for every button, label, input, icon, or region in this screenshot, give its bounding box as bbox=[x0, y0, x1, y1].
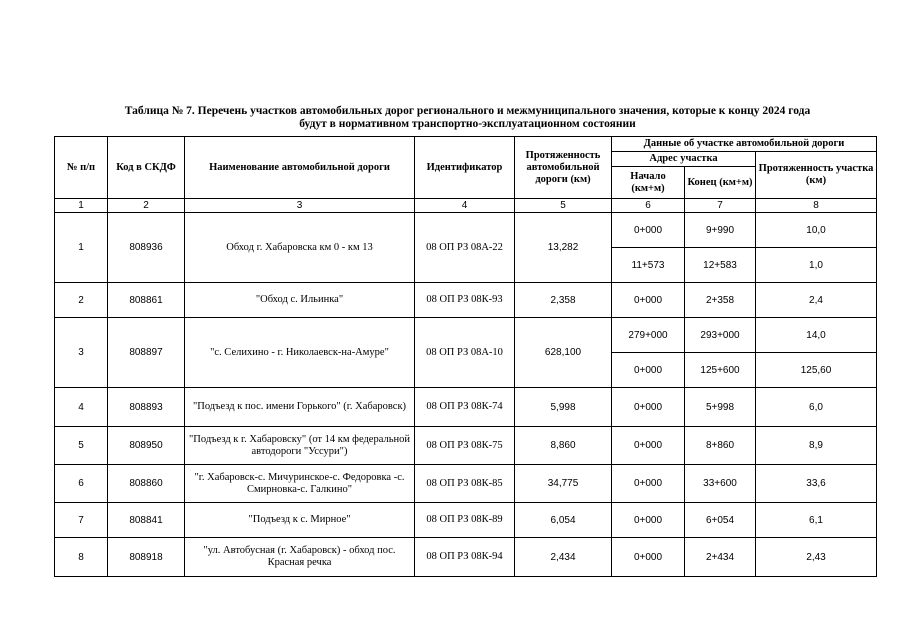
cell-road-length: 628,100 bbox=[515, 318, 612, 388]
column-number: 6 bbox=[612, 199, 685, 213]
cell-num: 6 bbox=[55, 465, 108, 503]
cell-code: 808950 bbox=[108, 427, 185, 465]
cell-road-length: 5,998 bbox=[515, 388, 612, 427]
cell-section-length: 125,60 bbox=[756, 353, 877, 388]
cell-section-length: 6,0 bbox=[756, 388, 877, 427]
column-number: 1 bbox=[55, 199, 108, 213]
cell-section-length: 14,0 bbox=[756, 318, 877, 353]
cell-road-name: "Подъезд к с. Мирное" bbox=[185, 503, 415, 538]
cell-identifier: 08 ОП РЗ 08А-10 bbox=[415, 318, 515, 388]
cell-identifier: 08 ОП РЗ 08А-22 bbox=[415, 213, 515, 283]
cell-road-name: "Подъезд к г. Хабаровску" (от 14 км федеральной автодороги "Уссури") bbox=[185, 427, 415, 465]
cell-section-length: 2,43 bbox=[756, 538, 877, 577]
cell-road-length: 6,054 bbox=[515, 503, 612, 538]
cell-section-length: 33,6 bbox=[756, 465, 877, 503]
header-end: Конец (км+м) bbox=[685, 167, 756, 199]
cell-num: 8 bbox=[55, 538, 108, 577]
cell-num: 3 bbox=[55, 318, 108, 388]
cell-identifier: 08 ОП РЗ 08К-74 bbox=[415, 388, 515, 427]
cell-identifier: 08 ОП РЗ 08К-75 bbox=[415, 427, 515, 465]
cell-end: 125+600 bbox=[685, 353, 756, 388]
cell-end: 33+600 bbox=[685, 465, 756, 503]
cell-start: 279+000 bbox=[612, 318, 685, 353]
cell-road-length: 13,282 bbox=[515, 213, 612, 283]
cell-section-length: 10,0 bbox=[756, 213, 877, 248]
cell-start: 11+573 bbox=[612, 248, 685, 283]
column-number-row bbox=[55, 199, 877, 213]
cell-start: 0+000 bbox=[612, 388, 685, 427]
table-title bbox=[0, 105, 905, 130]
cell-code: 808936 bbox=[108, 213, 185, 283]
cell-end: 2+358 bbox=[685, 283, 756, 318]
cell-start: 0+000 bbox=[612, 283, 685, 318]
cell-num: 2 bbox=[55, 283, 108, 318]
cell-road-name: "г. Хабаровск-с. Мичуринское-с. Федоровка -с. Смирновка-с. Галкино" bbox=[185, 465, 415, 503]
cell-start: 0+000 bbox=[612, 503, 685, 538]
cell-road-length: 2,434 bbox=[515, 538, 612, 577]
cell-num: 7 bbox=[55, 503, 108, 538]
header-address: Адрес участка bbox=[612, 152, 756, 167]
table-header bbox=[55, 137, 877, 213]
cell-end: 293+000 bbox=[685, 318, 756, 353]
cell-code: 808841 bbox=[108, 503, 185, 538]
header-road-length: Протяженность автомобильной дороги (км) bbox=[515, 137, 612, 199]
header-identifier: Идентификатор bbox=[415, 137, 515, 199]
header-start: Начало (км+м) bbox=[612, 167, 685, 199]
cell-section-length: 2,4 bbox=[756, 283, 877, 318]
cell-road-length: 34,775 bbox=[515, 465, 612, 503]
cell-start: 0+000 bbox=[612, 353, 685, 388]
cell-identifier: 08 ОП РЗ 08К-89 bbox=[415, 503, 515, 538]
cell-num: 5 bbox=[55, 427, 108, 465]
cell-code: 808918 bbox=[108, 538, 185, 577]
cell-start: 0+000 bbox=[612, 465, 685, 503]
table-row bbox=[55, 465, 877, 503]
cell-road-length: 8,860 bbox=[515, 427, 612, 465]
cell-end: 9+990 bbox=[685, 213, 756, 248]
table-body bbox=[55, 213, 877, 577]
cell-identifier: 08 ОП РЗ 08К-94 bbox=[415, 538, 515, 577]
cell-identifier: 08 ОП РЗ 08К-93 bbox=[415, 283, 515, 318]
column-number: 7 bbox=[685, 199, 756, 213]
header-section-data: Данные об участке автомобильной дороги bbox=[612, 137, 877, 152]
table-row bbox=[55, 503, 877, 538]
cell-road-name: "с. Селихино - г. Николаевск-на-Амуре" bbox=[185, 318, 415, 388]
table-row bbox=[55, 538, 877, 577]
cell-num: 4 bbox=[55, 388, 108, 427]
table-row bbox=[55, 427, 877, 465]
table-row bbox=[55, 318, 877, 353]
column-number: 2 bbox=[108, 199, 185, 213]
cell-start: 0+000 bbox=[612, 213, 685, 248]
table-title-line-2: будут в нормативном транспортно-эксплуатационном состоянии bbox=[299, 117, 636, 130]
header-name: Наименование автомобильной дороги bbox=[185, 137, 415, 199]
cell-code: 808860 bbox=[108, 465, 185, 503]
table-title-line-1: Таблица № 7. Перечень участков автомобильных дорог регионального и межмуниципального значения, которые к концу 2024 года bbox=[124, 105, 811, 117]
column-number: 5 bbox=[515, 199, 612, 213]
cell-road-name: "ул. Автобусная (г. Хабаровск) - обход пос. Красная речка bbox=[185, 538, 415, 577]
column-number: 4 bbox=[415, 199, 515, 213]
cell-start: 0+000 bbox=[612, 427, 685, 465]
cell-road-name: Обход г. Хабаровска км 0 - км 13 bbox=[185, 213, 415, 283]
cell-num: 1 bbox=[55, 213, 108, 283]
cell-start: 0+000 bbox=[612, 538, 685, 577]
cell-section-length: 6,1 bbox=[756, 503, 877, 538]
cell-road-name: "Обход с. Ильинка" bbox=[185, 283, 415, 318]
table-row bbox=[55, 388, 877, 427]
cell-section-length: 8,9 bbox=[756, 427, 877, 465]
cell-end: 12+583 bbox=[685, 248, 756, 283]
column-number: 8 bbox=[756, 199, 877, 213]
cell-code: 808861 bbox=[108, 283, 185, 318]
cell-road-name: "Подъезд к пос. имени Горького" (г. Хабаровск) bbox=[185, 388, 415, 427]
cell-end: 2+434 bbox=[685, 538, 756, 577]
cell-end: 5+998 bbox=[685, 388, 756, 427]
cell-section-length: 1,0 bbox=[756, 248, 877, 283]
cell-identifier: 08 ОП РЗ 08К-85 bbox=[415, 465, 515, 503]
cell-code: 808897 bbox=[108, 318, 185, 388]
roads-table bbox=[54, 136, 877, 577]
header-code: Код в СКДФ bbox=[108, 137, 185, 199]
table-row bbox=[55, 283, 877, 318]
cell-code: 808893 bbox=[108, 388, 185, 427]
cell-end: 8+860 bbox=[685, 427, 756, 465]
cell-end: 6+054 bbox=[685, 503, 756, 538]
cell-road-length: 2,358 bbox=[515, 283, 612, 318]
column-number: 3 bbox=[185, 199, 415, 213]
header-num: № п/п bbox=[55, 137, 108, 199]
header-section-length: Протяженность участка (км) bbox=[756, 152, 877, 199]
table-row bbox=[55, 213, 877, 248]
